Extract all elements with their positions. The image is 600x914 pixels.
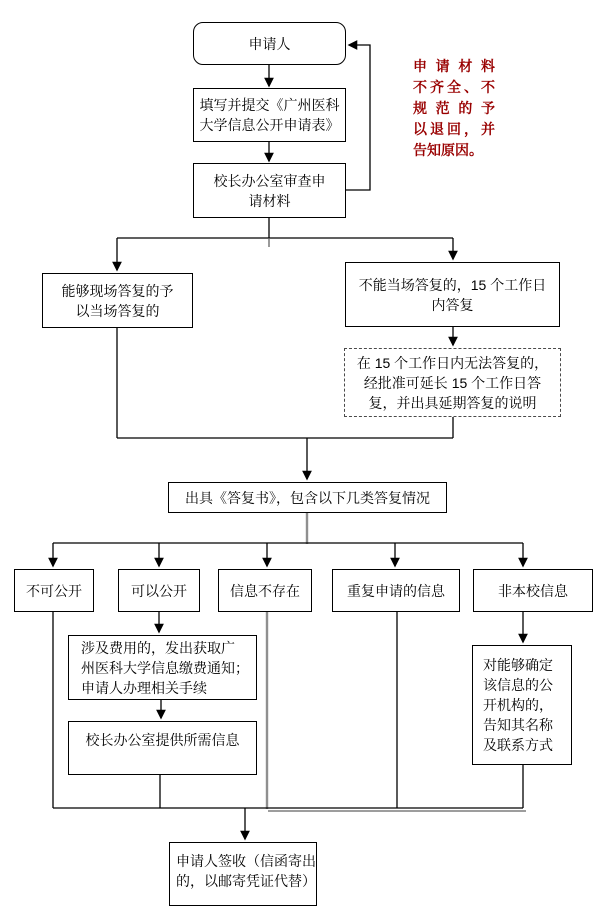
node-identify-agency-text: 告知其名称 [483, 717, 553, 733]
node-onsite-reply [42, 273, 193, 328]
node-fee-notice [68, 635, 257, 700]
node-deferred-reply-text: 不能当场答复的，15 个工作日 [358, 276, 547, 293]
node-identify-agency-text: 对能够确定 [483, 657, 553, 673]
node-onsite-reply-text: 能够现场答复的予 [61, 282, 174, 299]
rejection-note-line: 以退回，并 [413, 121, 495, 137]
node-submit-form [193, 88, 346, 142]
node-receipt-text: 的，以邮寄凭证代替） [176, 873, 316, 889]
node-deferred-reply [345, 262, 560, 327]
node-office-review [193, 163, 346, 218]
node-fee-notice-text: 州医科大学信息缴费通知； [81, 659, 249, 676]
node-not-exist-text: 信息不存在 [230, 582, 300, 599]
node-applicant-text: 申请人 [248, 35, 291, 52]
node-office-review-text: 校长办公室审查申 [213, 172, 326, 189]
node-provide-info-text: 校长办公室提供所需信息 [85, 732, 240, 748]
node-identify-agency [472, 645, 572, 765]
rejection-note-line: 告知原因。 [413, 142, 483, 158]
rejection-note-line: 申请材料 [413, 58, 495, 74]
node-identify-agency-text: 开机构的， [483, 697, 553, 713]
node-applicant [193, 22, 346, 65]
node-fee-notice-text: 申请人办理相关手续 [81, 679, 207, 696]
node-identify-agency-text: 该信息的公 [483, 677, 553, 693]
node-repeat-request [332, 569, 460, 612]
node-extension [344, 348, 561, 417]
node-not-school-info-text: 非本校信息 [498, 582, 568, 599]
rejection-note-line: 不齐全、不 [413, 79, 495, 95]
node-not-exist [218, 569, 312, 612]
node-receipt-text: 申请人签收（信函寄出 [176, 853, 316, 869]
node-not-public-text: 不可公开 [26, 582, 82, 599]
node-reply-letter-text: 出具《答复书》，包含以下几类答复情况 [185, 489, 430, 506]
rejection-note-line: 规范的予 [413, 100, 495, 116]
node-can-public [118, 569, 200, 612]
node-submit-form-text: 填写并提交《广州医科 [199, 97, 340, 113]
node-reply-letter [168, 482, 447, 513]
node-extension-text: 在 15 个工作日内无法答复的， [356, 354, 549, 371]
node-provide-info [68, 721, 257, 775]
node-deferred-reply-text: 内答复 [431, 296, 474, 313]
node-identify-agency-text: 及联系方式 [483, 737, 553, 753]
node-extension-text: 复，并出具延期答复的说明 [368, 394, 537, 411]
node-repeat-request-text: 重复申请的信息 [347, 582, 445, 599]
node-receipt [169, 842, 317, 906]
node-can-public-text: 可以公开 [131, 582, 187, 599]
rejection-note [413, 56, 495, 161]
node-not-public [14, 569, 94, 612]
node-submit-form-text: 大学信息公开申请表》 [199, 117, 340, 133]
node-office-review-text: 请材料 [248, 192, 291, 209]
node-not-school-info [473, 569, 593, 612]
node-onsite-reply-text: 以当场答复的 [75, 302, 160, 319]
node-extension-text: 经批准可延长 15 个工作日答 [363, 374, 542, 391]
node-fee-notice-text: 涉及费用的，发出获取广 [81, 639, 235, 656]
